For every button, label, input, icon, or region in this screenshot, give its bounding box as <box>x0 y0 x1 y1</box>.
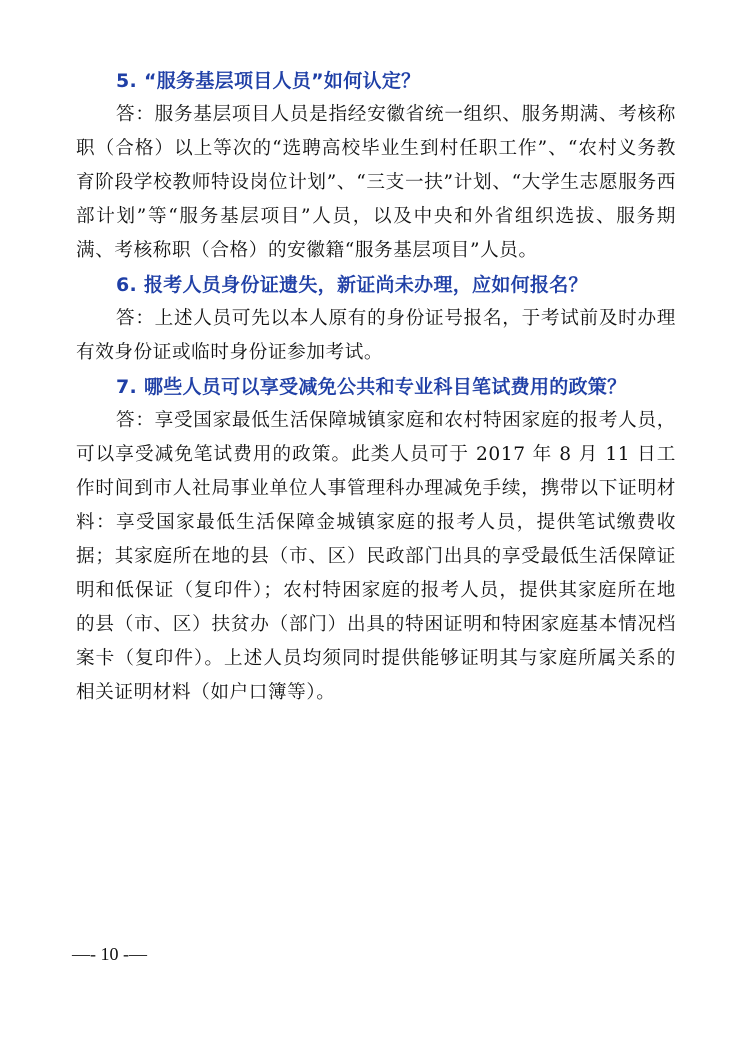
faq-content <box>76 64 676 710</box>
answer-5-paragraph: 答：服务基层项目人员是指经安徽省统一组织、服务期满、考核称职（合格）以上等次的“选聘高校毕业生到村任职工作”、“农村义务教育阶段学校教师特设岗位计划”、“三支一扶”计划、“大学生志愿服务西部计划”等“服务基层项目”人员，以及中央和外省组织选拔、服务期满、考核称职（合格）的安徽籍“服务基层项目”人员。 <box>76 104 676 261</box>
question-5-heading: 5. “服务基层项目人员”如何认定？ <box>116 70 421 92</box>
question-6-heading: 6. 报考人员身份证遗失，新证尚未办理，应如何报名？ <box>116 274 588 296</box>
page-number: —- 10 -— <box>72 944 147 964</box>
answer-7-paragraph: 答：享受国家最低生活保障城镇家庭和农村特困家庭的报考人员，可以享受减免笔试费用的政策。此类人员可于 2017 年 8 月 11 日工作时间到市人社局事业单位人事管理科办理减免手续，携带以下证明材料：享受国家最低生活保障金城镇家庭的报考人员，提供笔试缴费收据；其家庭所在地的县（市、区）民政部门出具的享受最低生活保障证明和低保证（复印件）；农村特困家庭的报考人员，提供其家庭所在地的县（市、区）扶贫办（部门）出具的特困证明和特困家庭基本情况档案卡（复印件）。上述人员均须同时提供能够证明其与家庭所属关系的相关证明材料（如户口簿等）。 <box>76 410 676 703</box>
question-7-heading: 7. 哪些人员可以享受减免公共和专业科目笔试费用的政策？ <box>116 376 627 398</box>
answer-6-paragraph: 答：上述人员可先以本人原有的身份证号报名，于考试前及时办理有效身份证或临时身份证参加考试。 <box>76 308 676 363</box>
